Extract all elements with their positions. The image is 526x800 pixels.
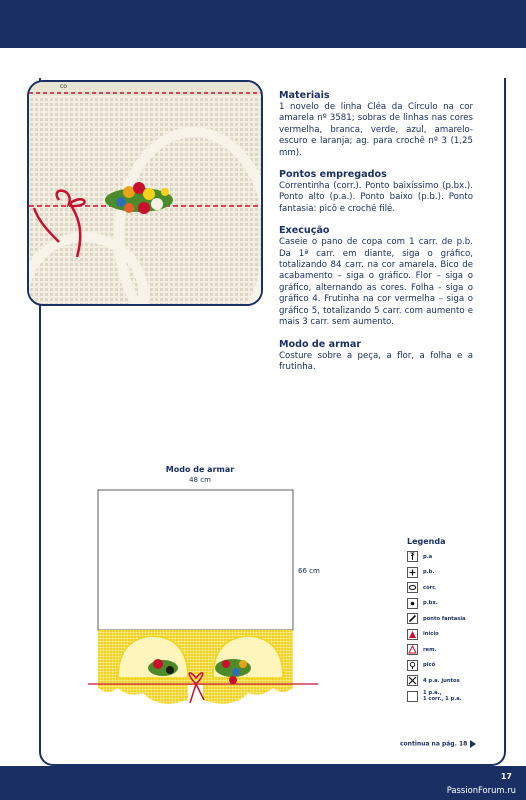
legend-label: corr. <box>423 584 436 591</box>
plus-icon <box>407 567 418 578</box>
section-body: Caseie o pano de copa com 1 carr. de p.b. Da 1ª carr. em diante, siga o gráfico, totalizando 84 carr. na cor amarela. Bico de acabamento – siga o gráfico. Flor – siga o gráfico, alternando as cores. Folha - siga o gráfico 4. Frutinha na cor vermelha – siga o gráfico 5, totalizando 5 carr. com aumento e mais 3 carr. sem aumento. <box>279 237 473 328</box>
crossed-box-icon <box>407 675 418 686</box>
legend-item <box>407 565 497 581</box>
legend-item <box>407 580 497 596</box>
legend-item <box>407 658 497 674</box>
section-title: Modo de armar <box>279 338 362 350</box>
legend-item <box>407 642 497 658</box>
height-label: 66 cm <box>298 567 320 575</box>
legend-item <box>407 673 497 689</box>
legend-label: rem. <box>423 646 437 653</box>
legend-label: 4 p.a. juntos <box>423 677 460 684</box>
legend <box>407 537 497 704</box>
legend-item <box>407 611 497 627</box>
diagram-title: Modo de armar <box>165 465 235 474</box>
continua-link[interactable] <box>400 740 476 748</box>
legend-label: p.a <box>423 553 433 560</box>
oval-icon <box>407 582 418 593</box>
legend-item <box>407 596 497 612</box>
empty-box-icon <box>407 691 418 702</box>
outline-triangle-icon <box>407 644 418 655</box>
legend-label: p.b. <box>423 569 435 576</box>
legend-item <box>407 627 497 643</box>
section-title: Pontos empregados <box>279 169 387 181</box>
section-body: Costure sobre a peça, a flor, a folha e a frutinha. <box>279 350 473 372</box>
section-body: 1 novelo de linha Cléa da Círculo na cor amarela nº 3581; sobras de linhas nas cores vermelha, branca, verde, azul, amarelo-escuro e laranja; ag. para crochê nº 3 (1,25 mm). <box>279 102 473 158</box>
start-triangle-icon <box>407 629 418 640</box>
legend-item <box>407 689 497 705</box>
pencil-icon <box>407 613 418 624</box>
arrow-right-icon <box>470 740 476 748</box>
top-banner <box>0 0 526 48</box>
legend-label: p.bx. <box>423 600 438 607</box>
section-body: Correntinha (corr.). Ponto baixíssimo (p.bx.). Ponto alto (p.a.). Ponto baixo (p.b.). Ponto fantasia: picô e crochê filé. <box>279 181 473 214</box>
dot-icon <box>407 598 418 609</box>
assembly-diagram <box>88 488 318 722</box>
continua-text: continua na pág. 18 <box>400 740 468 748</box>
legend-label: 1 p.a., 1 corr., 1 p.a. <box>423 690 462 703</box>
forum-watermark: PassionForum.ru <box>446 785 516 795</box>
tall-stitch-icon <box>407 551 418 562</box>
legend-label: picô <box>423 662 436 669</box>
picot-icon <box>407 660 418 671</box>
section-title: Materiais <box>279 90 330 101</box>
section-title: Execução <box>279 225 330 237</box>
legend-label: ponto fantasia <box>423 615 466 622</box>
product-photo <box>27 80 263 306</box>
photo-code: co <box>60 83 67 90</box>
legend-title: Legenda <box>407 537 446 546</box>
page-number: 17 <box>500 772 512 781</box>
instructions <box>279 90 473 383</box>
legend-label: início <box>423 631 439 638</box>
legend-item <box>407 549 497 565</box>
width-label: 48 cm <box>189 476 211 484</box>
